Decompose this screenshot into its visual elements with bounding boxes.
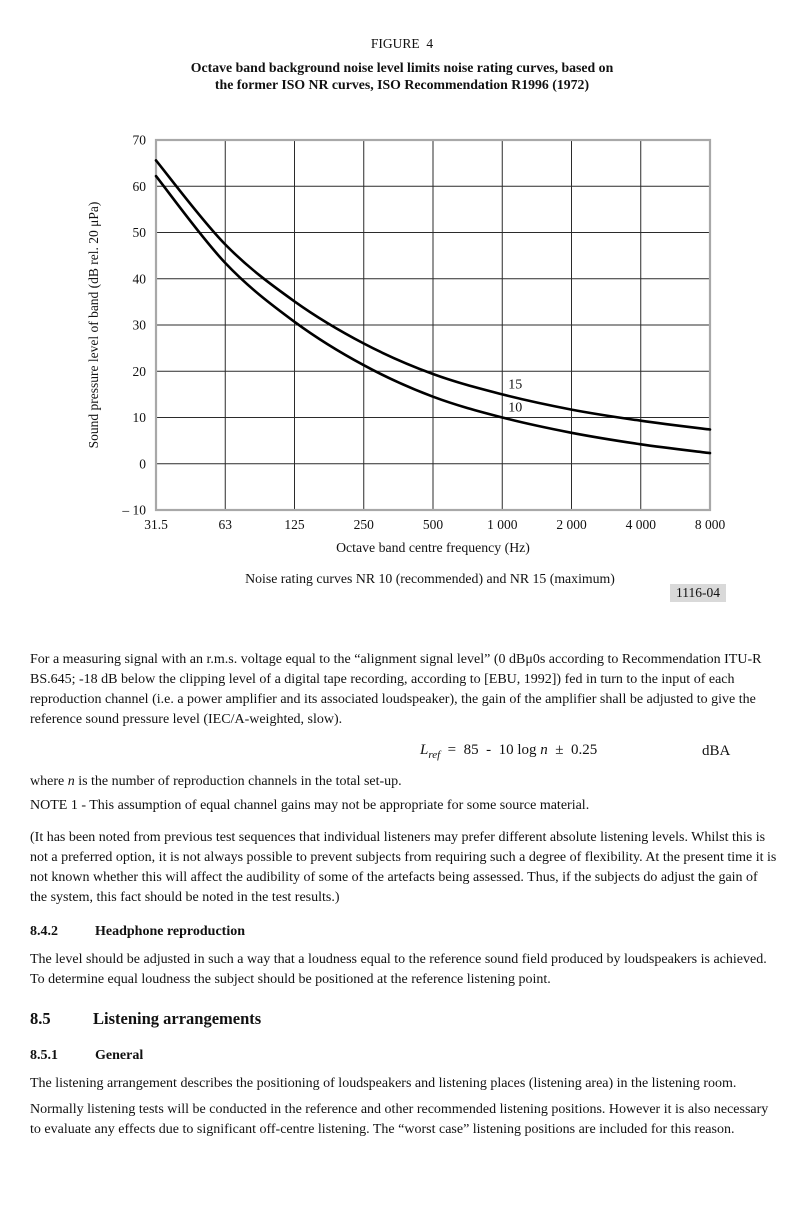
noise-rating-chart [0, 122, 804, 536]
figure-id-badge: 1116-04 [670, 584, 726, 602]
heading-8-5-number: 8.5 [30, 1009, 51, 1028]
x-tick-label: 31.5 [144, 517, 168, 532]
heading-8-5-1-number: 8.5.1 [30, 1048, 58, 1063]
x-tick-label: 4 000 [625, 517, 656, 532]
y-tick-label: 30 [132, 317, 146, 333]
heading-8-4-2-title: Headphone reproduction [95, 924, 246, 939]
figure-label: FIGURE 4 [370, 36, 434, 51]
paragraph-note1: NOTE 1 - This assumption of equal channel gains may not be appropriate for some source material. [30, 798, 590, 813]
body-text [30, 650, 778, 1140]
x-tick-label: 8 000 [694, 517, 726, 532]
paragraph-general-1: The listening arrangement describes the positioning of loudspeakers and listening places (listening area) in the listening room. [30, 1076, 737, 1091]
formula-tail: ± 0.25 [547, 742, 598, 758]
x-tick-label: 1 000 [487, 517, 518, 532]
curve-label-15: 15 [508, 377, 523, 393]
formula-lhs-variable: L [420, 742, 429, 758]
curve-label-10: 10 [508, 400, 523, 416]
formula-row [30, 740, 778, 766]
figure-title [0, 59, 804, 93]
y-axis-label: Sound pressure level of band (dB rel. 20 μPa) [86, 201, 101, 449]
paragraph-general-2: Normally listening tests will be conducted in the reference and other recommended listening positions. However it is also necessary to evaluate any effects due to significant off-centre listening. The “worst case” listening positions are included for this reason. [30, 1102, 769, 1137]
y-tick-label: 40 [132, 271, 146, 287]
y-tick-label: 50 [132, 225, 146, 240]
paragraph-headphone: The level should be adjusted in such a way that a loudness equal to the reference sound field produced by loudspeakers is achieved. To determine equal loudness the subject should be positioned at the reference listening point. [30, 952, 767, 987]
heading-8-4-2 [30, 922, 778, 942]
formula-variable-n: n [540, 742, 548, 758]
y-tick-label: 0 [139, 456, 146, 472]
x-tick-label: 250 [353, 517, 374, 532]
y-tick-label: 60 [132, 178, 146, 194]
reference-level-formula [420, 740, 597, 765]
heading-8-4-2-number: 8.4.2 [30, 924, 58, 939]
heading-8-5-1-title: General [95, 1048, 144, 1063]
heading-8-5 [30, 1008, 778, 1030]
where-variable-n: n [67, 774, 75, 789]
heading-8-5-1 [30, 1046, 778, 1066]
x-tick-label: 63 [218, 517, 232, 532]
paragraph-parenthetical: (It has been noted from previous test sequences that individual listeners may prefer different absolute listening levels. Whilst this is not a preferred option, it is not always possible to prevent subjects from requiring such a degree of flexibility. At the present time it is not known whether this will affect the audibility of some of the artefacts being assessed. Thus, if the subjects do adjust the gain of the system, this fact should be noted in the test results.) [30, 830, 777, 905]
figure-title-line2: the former ISO NR curves, ISO Recommendation R1996 (1972) [214, 77, 590, 92]
y-tick-label: 70 [132, 132, 146, 148]
x-axis-label: Octave band centre frequency (Hz) [336, 540, 530, 555]
y-tick-label: 20 [132, 363, 146, 379]
paragraph-where [30, 772, 778, 792]
formula-body: = 85 - 10 log [440, 742, 541, 758]
x-tick-label: 125 [284, 517, 305, 532]
paragraph-measuring-signal: For a measuring signal with an r.m.s. voltage equal to the “alignment signal level” (0 dBμ0s according to Recommendation ITU-R BS.645; -18 dB below the clipping level of a digital tape recording, according to [EBU, 1992]) fed in turn to the input of each reproduction channel (i.e. a power amplifier and its associated loudspeaker), the gain of the amplifier shall be adjusted to give the reference sound pressure level (IEC/A-weighted, slow). [30, 652, 762, 727]
x-tick-label: 500 [422, 517, 444, 532]
heading-8-5-title: Listening arrangements [93, 1009, 262, 1028]
x-tick-label: 2 000 [556, 517, 587, 532]
where-prefix: where [30, 774, 68, 789]
figure-caption: Noise rating curves NR 10 (recommended) and NR 15 (maximum) [245, 571, 615, 586]
where-suffix: is the number of reproduction channels in the total set-up. [74, 774, 402, 789]
figure-title-line1: Octave band background noise level limits noise rating curves, based on [190, 60, 614, 75]
formula-unit: dBA [702, 743, 731, 759]
y-tick-label: 10 [132, 410, 146, 425]
y-tick-label: – 10 [122, 502, 146, 518]
formula-lhs-subscript: ref [428, 749, 441, 761]
